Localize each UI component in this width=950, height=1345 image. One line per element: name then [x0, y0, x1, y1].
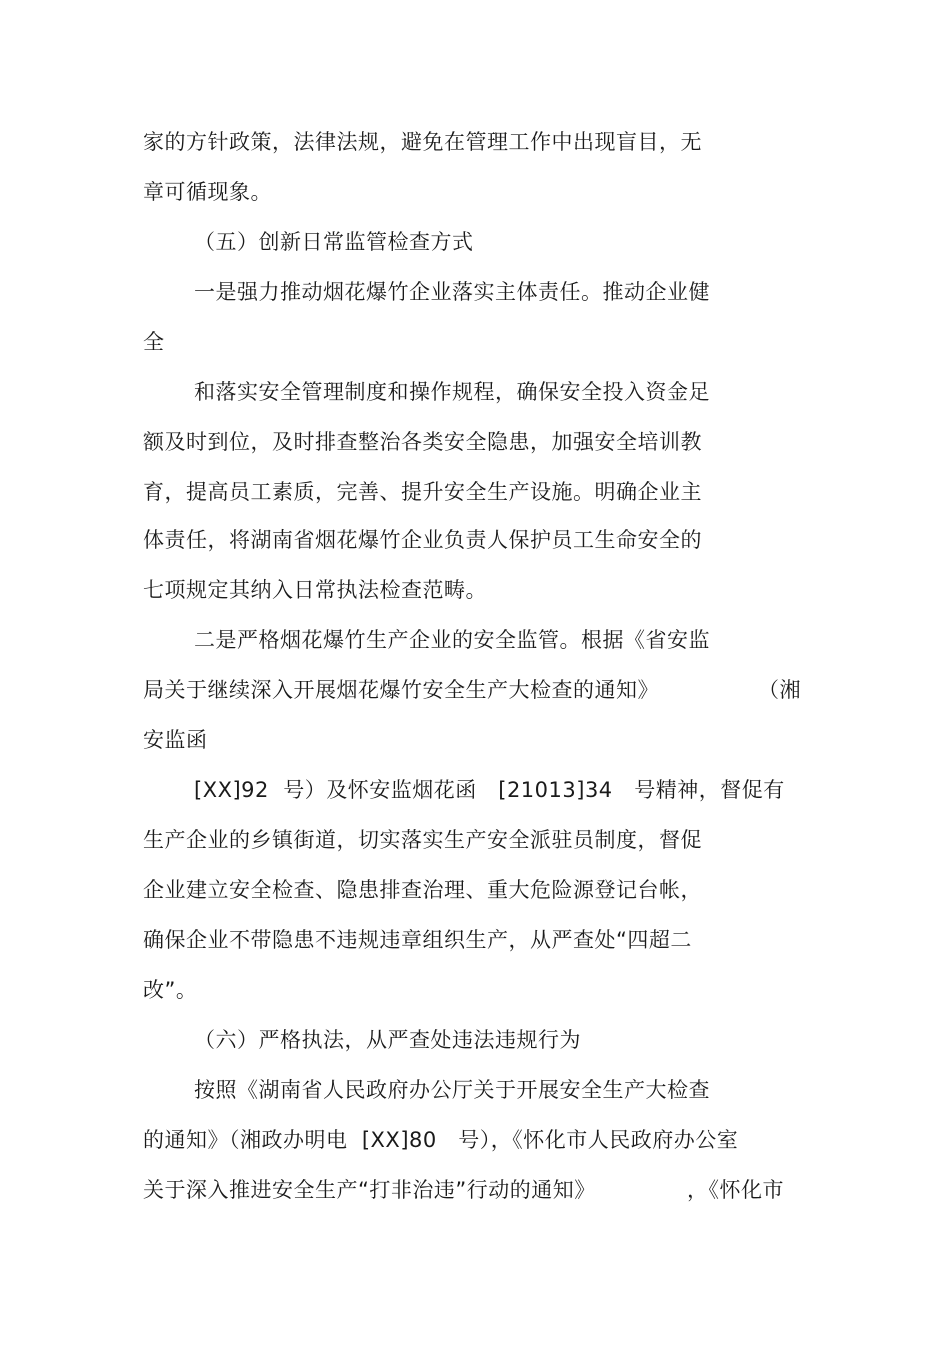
text-line: ，《怀化市 [687, 1178, 784, 1202]
text-line: 关于深入推进安全生产“打非治违”行动的通知》 [143, 1178, 596, 1202]
text-line: 的通知》（湘政办明电 [XX]80 号），《怀化市人民政府办公室 [143, 1128, 739, 1152]
text-line: 和落实安全管理制度和操作规程，确保安全投入资金足 [194, 380, 710, 404]
text-line: 二是严格烟花爆竹生产企业的安全监管。根据《省安监 [194, 628, 710, 652]
text-line: [XX]92 号）及怀安监烟花函 [21013]34 号精神，督促有 [194, 778, 785, 802]
text-line: 生产企业的乡镇街道，切实落实生产安全派驻员制度，督促 [143, 828, 702, 852]
text-line: 额及时到位，及时排查整治各类安全隐患，加强安全培训教 [143, 430, 702, 454]
text-line: 企业建立安全检查、隐患排查治理、重大危险源登记台帐， [143, 878, 702, 902]
text-line: 确保企业不带隐患不违规违章组织生产，从严查处“四超二 [143, 928, 692, 952]
text-line: 家的方针政策，法律法规，避免在管理工作中出现盲目，无 [143, 130, 702, 154]
text-line: 七项规定其纳入日常执法检查范畴。 [143, 578, 487, 602]
text-line: （湘 [758, 678, 801, 702]
section-heading: （五）创新日常监管检查方式 [194, 230, 474, 254]
text-line: 按照《湖南省人民政府办公厅关于开展安全生产大检查 [194, 1078, 710, 1102]
text-line: 改”。 [143, 978, 198, 1002]
section-heading: （六）严格执法，从严查处违法违规行为 [194, 1028, 581, 1052]
text-line: 体责任，将湖南省烟花爆竹企业负责人保护员工生命安全的 [143, 528, 702, 552]
text-line: 局关于继续深入开展烟花爆竹安全生产大检查的通知》 [143, 678, 659, 702]
text-line: 育，提高员工素质，完善、提升安全生产设施。明确企业主 [143, 480, 702, 504]
text-line: 一是强力推动烟花爆竹企业落实主体责任。推动企业健 [194, 280, 710, 304]
text-line: 全 [143, 330, 165, 354]
text-line: 安监函 [143, 728, 208, 752]
text-line: 章可循现象。 [143, 180, 272, 204]
